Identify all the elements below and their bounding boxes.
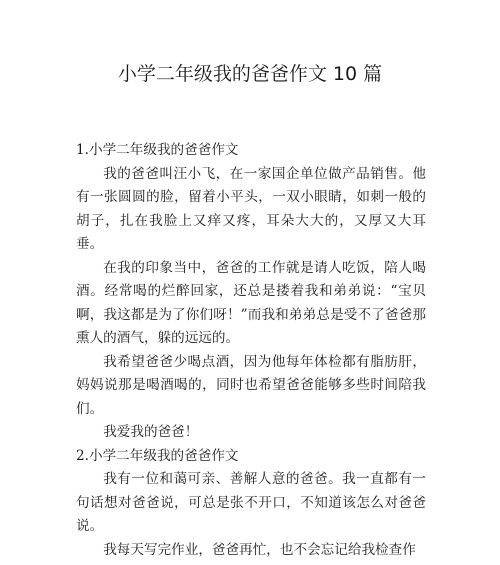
paragraph: 我爱我的爸爸！ xyxy=(103,424,199,440)
paragraph: 我有一位和蔼可亲、善解人意的爸爸。我一直都有一句话想对爸爸说，可总是张不开口，不知道该怎么对爸爸说。 xyxy=(76,471,426,534)
document-body xyxy=(76,139,426,562)
paragraph: 我的爸爸叫汪小飞，在一家国企单位做产品销售。他有一张圆圆的脸，留着小平头，一双小眼睛，如刺一般的胡子，扎在我脸上又痒又疼，耳朵大大的，又厚又大耳垂。 xyxy=(76,165,426,252)
document-title: 小学二年级我的爸爸作文 10 篇 xyxy=(117,63,383,85)
paragraph: 我每天写完作业，爸爸再忙，也不会忘记给我检查作 xyxy=(103,541,416,558)
section-heading: 1.小学二年级我的爸爸作文 xyxy=(76,142,239,158)
paragraph: 在我的印象当中，爸爸的工作就是请人吃饭，陪人喝酒。经常喝的烂醉回家，还总是搂着我和弟弟说：“宝贝啊，我这都是为了你们呀！”而我和弟弟总是受不了爸爸那熏人的酒气，躲的远远的。 xyxy=(76,259,426,346)
section-heading: 2.小学二年级我的爸爸作文 xyxy=(76,447,239,464)
essay-section xyxy=(76,139,426,445)
paragraph: 我希望爸爸少喝点酒，因为他每年体检都有脂肪肝，妈妈说那是喝酒喝的，同时也希望爸爸能够多些时间陪我们。 xyxy=(76,353,426,417)
essay-section xyxy=(76,445,426,563)
